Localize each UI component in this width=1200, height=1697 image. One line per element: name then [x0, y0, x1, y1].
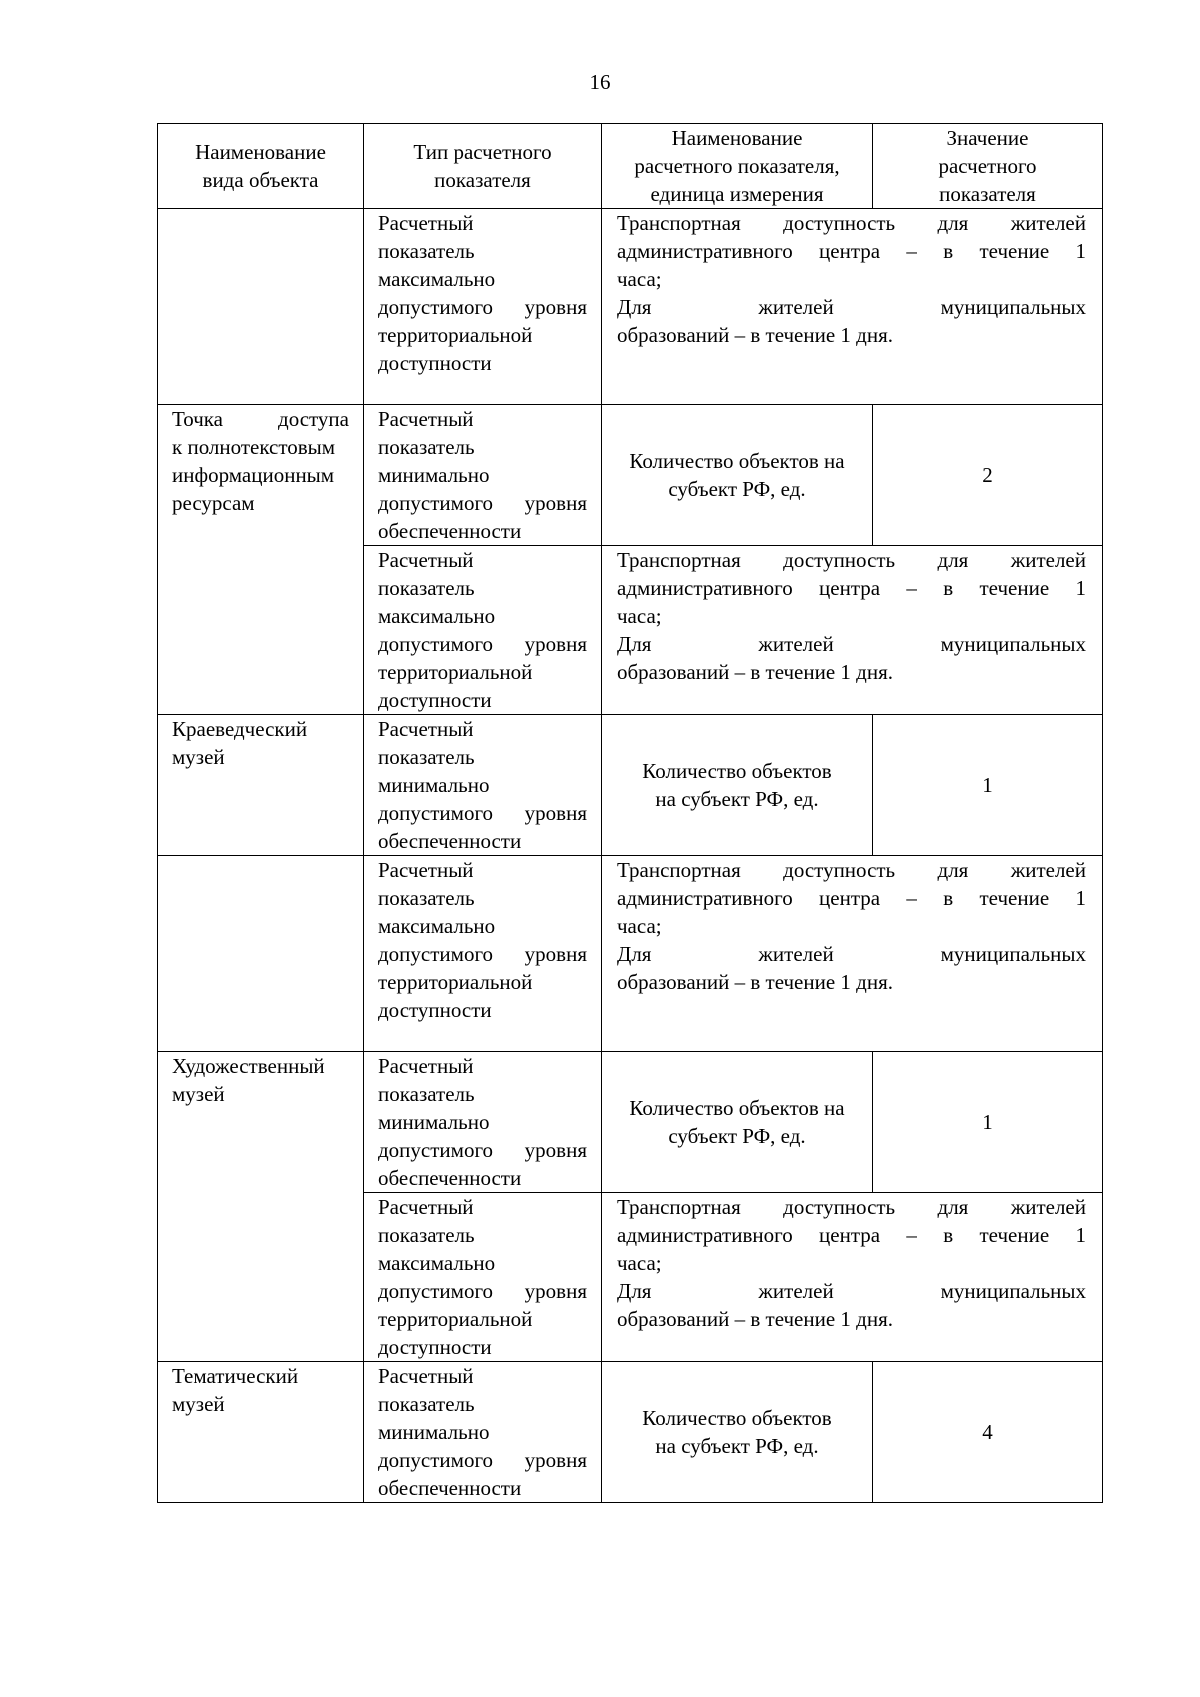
indicator-name-cell: Количество объектов на субъект РФ, ед. — [602, 405, 873, 546]
type-line: допустимого уровня — [378, 1138, 587, 1162]
transport-line: часа; — [617, 267, 662, 291]
type-line: территориальной — [378, 1307, 533, 1331]
type-line: Расчетный — [378, 858, 474, 882]
transport-access-cell — [602, 546, 1103, 715]
object-line: Точка доступа — [172, 407, 349, 431]
transport-line: Для жителей муниципальных — [617, 295, 1086, 319]
object-type-cell — [158, 405, 364, 715]
type-line: допустимого уровня — [378, 1448, 587, 1472]
type-line: максимально — [378, 267, 496, 291]
transport-access-cell — [602, 209, 1103, 405]
indicator-type-cell — [364, 405, 602, 546]
transport-line: часа; — [617, 914, 662, 938]
type-line: допустимого уровня — [378, 942, 587, 966]
indicator-value-cell: 4 — [873, 1362, 1103, 1503]
type-line: обеспеченности — [378, 829, 522, 853]
table-header-row — [158, 124, 1103, 209]
object-line: к полнотекстовым — [172, 435, 336, 459]
object-line: ресурсам — [172, 491, 255, 515]
type-line: показатель — [378, 1082, 475, 1106]
type-line: максимально — [378, 604, 496, 628]
type-line: показатель — [378, 745, 475, 769]
table-row — [158, 1362, 1103, 1503]
type-line: Расчетный — [378, 1364, 474, 1388]
type-line: показатель — [378, 435, 475, 459]
type-line: доступности — [378, 688, 492, 712]
indicators-table — [157, 123, 1103, 1503]
object-line: информационным — [172, 463, 335, 487]
indicator-value-cell: 1 — [873, 1052, 1103, 1193]
type-line: допустимого уровня — [378, 632, 587, 656]
table-row — [158, 715, 1103, 856]
type-line: Расчетный — [378, 407, 474, 431]
type-line: Расчетный — [378, 548, 474, 572]
object-type-cell: Тематический музей — [158, 1362, 364, 1503]
type-line: территориальной — [378, 323, 533, 347]
type-line: показатель — [378, 1392, 475, 1416]
transport-line: образований – в течение 1 дня. — [617, 1307, 894, 1331]
transport-access-cell — [602, 1193, 1103, 1362]
table-row — [158, 856, 1103, 1052]
header-indicator-type: Тип расчетного показателя — [364, 124, 602, 209]
header-indicator-name: Наименование расчетного показателя, единица измерения — [602, 124, 873, 209]
transport-line: часа; — [617, 1251, 662, 1275]
type-line: допустимого уровня — [378, 295, 587, 319]
transport-line: Транспортная доступность для жителей — [617, 548, 1086, 572]
type-line: территориальной — [378, 660, 533, 684]
transport-line: административного центра – в течение 1 — [617, 239, 1086, 263]
transport-line: часа; — [617, 604, 662, 628]
indicator-type-cell — [364, 856, 602, 1052]
indicator-type-cell — [364, 1052, 602, 1193]
table-row — [158, 209, 1103, 405]
indicator-name-cell: Количество объектов на субъект РФ, ед. — [602, 1362, 873, 1503]
type-line: Расчетный — [378, 211, 474, 235]
type-line: показатель — [378, 239, 475, 263]
indicator-type-cell — [364, 546, 602, 715]
type-line: доступности — [378, 351, 492, 375]
table-row — [158, 1052, 1103, 1193]
object-type-cell — [158, 209, 364, 405]
indicator-type-cell — [364, 715, 602, 856]
type-line: территориальной — [378, 970, 533, 994]
header-object-type: Наименование вида объекта — [158, 124, 364, 209]
transport-access-cell — [602, 856, 1103, 1052]
type-line: доступности — [378, 998, 492, 1022]
indicator-value-cell: 2 — [873, 405, 1103, 546]
type-line: минимально — [378, 773, 490, 797]
type-line: максимально — [378, 914, 496, 938]
transport-line: образований – в течение 1 дня. — [617, 660, 894, 684]
page-number: 16 — [589, 70, 611, 94]
transport-line: образований – в течение 1 дня. — [617, 323, 894, 347]
indicator-value-cell: 1 — [873, 715, 1103, 856]
indicator-type-cell — [364, 1362, 602, 1503]
type-line: минимально — [378, 1420, 490, 1444]
transport-line: Транспортная доступность для жителей — [617, 1195, 1086, 1219]
transport-line: Для жителей муниципальных — [617, 1279, 1086, 1303]
indicator-type-cell — [364, 1193, 602, 1362]
type-line: минимально — [378, 463, 490, 487]
transport-line: Транспортная доступность для жителей — [617, 858, 1086, 882]
transport-line: Для жителей муниципальных — [617, 942, 1086, 966]
type-line: доступности — [378, 1335, 492, 1359]
transport-line: административного центра – в течение 1 — [617, 886, 1086, 910]
type-line: показатель — [378, 1223, 475, 1247]
object-type-cell — [158, 856, 364, 1052]
type-line: минимально — [378, 1110, 490, 1134]
type-line: обеспеченности — [378, 519, 522, 543]
transport-line: административного центра – в течение 1 — [617, 576, 1086, 600]
type-line: допустимого уровня — [378, 801, 587, 825]
transport-line: Для жителей муниципальных — [617, 632, 1086, 656]
type-line: обеспеченности — [378, 1166, 522, 1190]
indicator-type-cell — [364, 209, 602, 405]
transport-line: Транспортная доступность для жителей — [617, 211, 1086, 235]
type-line: допустимого уровня — [378, 491, 587, 515]
type-line: Расчетный — [378, 1054, 474, 1078]
object-type-cell: Краеведческий музей — [158, 715, 364, 856]
type-line: максимально — [378, 1251, 496, 1275]
table-row — [158, 405, 1103, 546]
type-line: показатель — [378, 576, 475, 600]
object-type-cell: Художественный музей — [158, 1052, 364, 1362]
type-line: показатель — [378, 886, 475, 910]
type-line: Расчетный — [378, 717, 474, 741]
header-indicator-value: Значение расчетного показателя — [873, 124, 1103, 209]
transport-line: административного центра – в течение 1 — [617, 1223, 1086, 1247]
type-line: Расчетный — [378, 1195, 474, 1219]
type-line: обеспеченности — [378, 1476, 522, 1500]
transport-line: образований – в течение 1 дня. — [617, 970, 894, 994]
type-line: допустимого уровня — [378, 1279, 587, 1303]
indicator-name-cell: Количество объектов на субъект РФ, ед. — [602, 715, 873, 856]
indicator-name-cell: Количество объектов на субъект РФ, ед. — [602, 1052, 873, 1193]
